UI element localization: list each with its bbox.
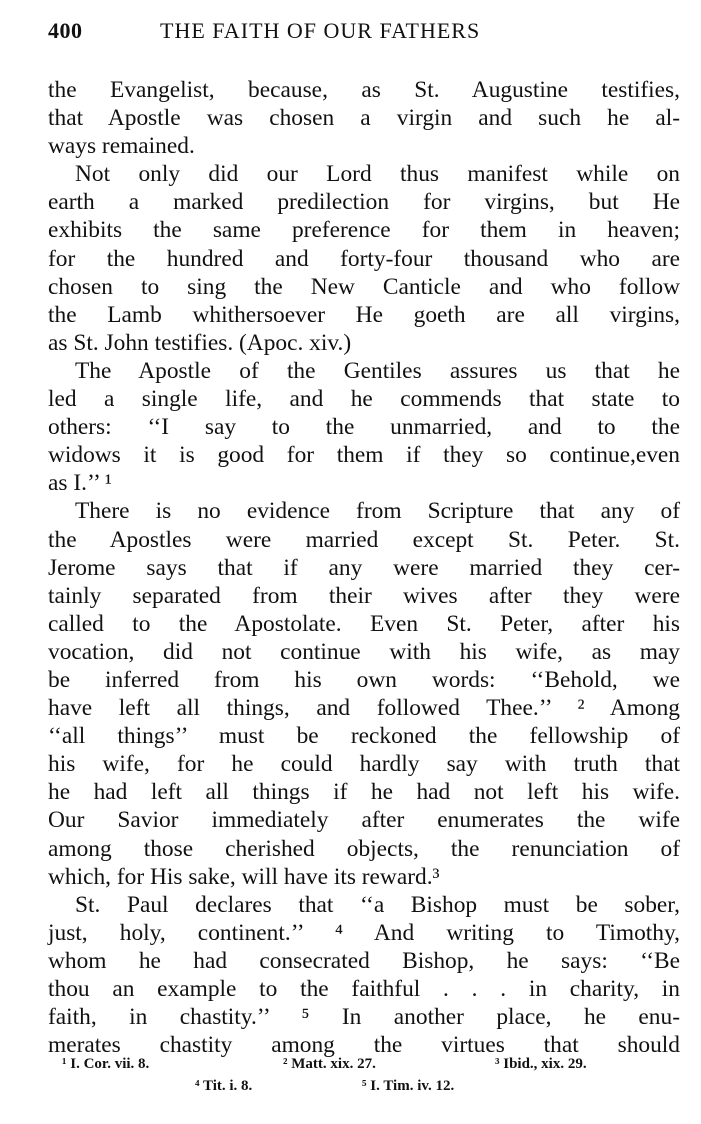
text-line: he had left all things if he had not left his wife. (48, 779, 680, 806)
text-line: chosen to sing the New Canticle and who follow (48, 273, 680, 300)
text-line: Not only did our Lord thus manifest while on (75, 161, 680, 188)
text-line: have left all things, and followed Thee.’’ ² Among (48, 695, 680, 722)
text-line: St. Paul declares that ‘‘a Bishop must be sober, (75, 891, 680, 918)
text-line: others: ‘‘I say to the unmarried, and to the (48, 414, 680, 441)
footnote-2: ² Matt. xix. 27. (283, 1056, 376, 1072)
text-line: led a single life, and he commends that state to (48, 386, 680, 413)
text-line: called to the Apostolate. Even St. Peter, after his (48, 610, 680, 637)
text-line: The Apostle of the Gentiles assures us that he (75, 357, 680, 384)
text-line: Jerome says that if any were married they cer- (48, 554, 680, 581)
text-line: be inferred from his own words: ‘‘Behold, we (48, 666, 680, 693)
footnotes (0, 1056, 701, 1100)
text-line: vocation, did not continue with his wife, as may (48, 638, 680, 665)
running-head (48, 18, 681, 48)
text-line: Our Savior immediately after enumerates the wife (48, 807, 680, 834)
text-line: the Evangelist, because, as St. Augustine testifies, (48, 77, 680, 103)
text-line: earth a marked predilection for virgins, but He (48, 189, 680, 216)
body-text (48, 76, 680, 1059)
text-line: which, for His sake, will have its reward.³ (48, 863, 440, 890)
running-title: THE FAITH OF OUR FATHERS (160, 18, 481, 43)
text-line: among those cherished objects, the renunciation of (48, 835, 680, 862)
footnote-1: ¹ I. Cor. vii. 8. (62, 1056, 150, 1072)
text-line: ways remained. (48, 133, 195, 160)
footnote-row (0, 1056, 701, 1078)
text-line: just, holy, continent.’’ ⁴ And writing to Timothy, (48, 919, 680, 946)
text-line: the Lamb whithersoever He goeth are all virgins, (48, 301, 680, 328)
footnote-4: ⁴ Tit. i. 8. (195, 1078, 253, 1094)
footnote-5: ⁵ I. Tim. iv. 12. (362, 1078, 455, 1094)
text-line: his wife, for he could hardly say with truth that (48, 751, 680, 778)
footnote-3: ³ Ibid., xix. 29. (495, 1056, 587, 1072)
text-line: There is no evidence from Scripture that any of (75, 498, 680, 525)
text-line: as St. John testifies. (Apoc. xiv.) (48, 329, 352, 356)
page-number: 400 (48, 18, 83, 43)
text-line: that Apostle was chosen a virgin and such he al- (48, 105, 680, 132)
text-line: exhibits the same preference for them in heaven; (48, 217, 680, 244)
text-line: for the hundred and forty-four thousand who are (48, 245, 680, 272)
text-line: tainly separated from their wives after they were (48, 582, 680, 609)
text-line: merates chastity among the virtues that should (48, 1032, 680, 1059)
text-line: whom he had consecrated Bishop, he says: ‘‘Be (48, 947, 680, 974)
footnote-row (0, 1078, 701, 1100)
text-line: faith, in chastity.’’ ⁵ In another place, he enu- (48, 1004, 680, 1031)
text-line: widows it is good for them if they so continue,even (48, 442, 680, 469)
text-line: the Apostles were married except St. Peter. St. (48, 526, 680, 553)
text-line: thou an example to the faithful . . . in charity, in (48, 976, 680, 1002)
text-line: as I.’’ ¹ (48, 470, 112, 497)
text-line: ‘‘all things’’ must be reckoned the fellowship of (48, 723, 680, 750)
